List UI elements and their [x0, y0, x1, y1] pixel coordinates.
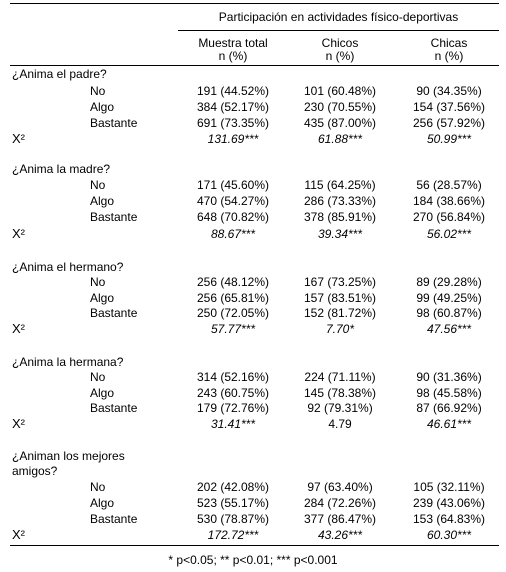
cell-chicos: 145 (78.38%)	[303, 386, 377, 400]
question-label: ¿Anima la madre?	[12, 162, 111, 176]
table-row	[10, 370, 499, 384]
table-row	[10, 480, 499, 494]
question-label-line2: amigos?	[12, 464, 58, 478]
cell-chicas: 90 (34.35%)	[416, 84, 482, 98]
cell-chicos: 377 (86.47%)	[303, 512, 377, 526]
col-total-unit: n (%)	[218, 49, 248, 63]
level-label: Bastante	[90, 210, 138, 224]
level-label: Algo	[90, 496, 115, 510]
level-label: No	[90, 370, 106, 384]
group-header-rule	[178, 30, 499, 31]
chi-chicos: 39.34***	[317, 227, 363, 241]
cell-chicos: 224 (71.11%)	[304, 370, 376, 384]
col-chicos-unit: n (%)	[325, 49, 355, 63]
cell-chicas: 90 (31.36%)	[416, 370, 482, 384]
table-row	[10, 496, 499, 510]
level-label: Algo	[90, 100, 115, 114]
cell-chicos: 378 (85.91%)	[303, 210, 377, 224]
cell-chicos: 157 (83.51%)	[303, 291, 377, 305]
level-label: Bastante	[90, 306, 138, 320]
cell-chicas: 270 (56.84%)	[412, 210, 486, 224]
cell-chicos: 284 (72.26%)	[303, 496, 377, 510]
chi-row	[10, 227, 499, 241]
cell-chicos: 115 (64.25%)	[304, 178, 376, 192]
question-label: ¿Anima la hermana?	[12, 355, 124, 369]
level-label: Bastante	[90, 401, 138, 415]
question-row	[10, 464, 499, 478]
cell-chicas: 87 (66.92%)	[416, 401, 482, 415]
question-label: ¿Anima el padre?	[12, 67, 107, 81]
cell-total: 171 (45.60%)	[196, 178, 270, 192]
question-label: ¿Anima el hermano?	[12, 260, 124, 274]
cell-chicas: 154 (37.56%)	[412, 100, 486, 114]
cell-chicos: 97 (63.40%)	[307, 480, 373, 494]
table-row	[10, 194, 499, 208]
chi-total: 88.67***	[210, 227, 256, 241]
cell-chicos: 152 (81.72%)	[303, 306, 377, 320]
chi-total: 172.72***	[207, 528, 259, 542]
cell-total: 314 (52.16%)	[196, 370, 270, 384]
table-row	[10, 386, 499, 400]
chi-row	[10, 132, 499, 146]
chi-total: 131.69***	[207, 132, 259, 146]
cell-chicas: 256 (57.92%)	[412, 116, 486, 130]
table-row	[10, 178, 499, 192]
footnote: * p<0.05; ** p<0.01; *** p<0.001	[168, 553, 338, 567]
chi-label: Χ²	[12, 527, 25, 542]
cell-chicas: 99 (49.25%)	[416, 291, 482, 305]
chi-chicas: 56.02***	[426, 227, 472, 241]
table-row	[10, 291, 499, 305]
chi-total: 31.41***	[210, 417, 256, 431]
table-row	[10, 116, 499, 130]
group-header: Participación en actividades físico-deportivas	[218, 10, 459, 24]
cell-total: 191 (44.52%)	[196, 84, 270, 98]
table-top-rule	[10, 3, 499, 4]
header-bottom-rule	[10, 65, 499, 66]
level-label: No	[90, 84, 106, 98]
col-chicas-unit: n (%)	[434, 49, 464, 63]
level-label: No	[90, 178, 106, 192]
cell-total: 256 (65.81%)	[196, 291, 270, 305]
level-label: No	[90, 480, 106, 494]
cell-chicos: 167 (73.25%)	[303, 275, 377, 289]
chi-chicas: 47.56***	[426, 322, 472, 336]
cell-chicos: 230 (70.55%)	[303, 100, 377, 114]
table-row	[10, 275, 499, 289]
question-label: ¿Animan los mejores	[12, 449, 125, 463]
cell-chicas: 239 (43.06%)	[412, 496, 486, 510]
cell-chicos: 92 (79.31%)	[307, 401, 373, 415]
cell-chicas: 98 (45.58%)	[416, 386, 482, 400]
chi-total: 57.77***	[210, 322, 256, 336]
table-bottom-rule	[10, 545, 499, 546]
chi-chicas: 50.99***	[426, 132, 472, 146]
table-row	[10, 84, 499, 98]
question-row	[10, 162, 499, 176]
col-chicas-header: Chicas	[430, 36, 468, 50]
cell-total: 523 (55.17%)	[196, 496, 270, 510]
level-label: Algo	[90, 194, 115, 208]
question-row	[10, 449, 499, 463]
level-label: No	[90, 275, 106, 289]
chi-chicas: 46.61***	[426, 417, 472, 431]
question-row	[10, 260, 499, 274]
cell-total: 202 (42.08%)	[196, 480, 270, 494]
chi-label: Χ²	[12, 416, 25, 431]
chi-label: Χ²	[12, 321, 25, 336]
table-row	[10, 306, 499, 320]
cell-chicos: 435 (87.00%)	[303, 116, 377, 130]
chi-label: Χ²	[12, 226, 25, 241]
chi-label: Χ²	[12, 131, 25, 146]
cell-chicas: 105 (32.11%)	[413, 480, 485, 494]
chi-row	[10, 322, 499, 336]
cell-chicas: 153 (64.83%)	[412, 512, 486, 526]
chi-chicos: 4.79	[328, 417, 352, 431]
chi-chicas: 60.30***	[426, 528, 472, 542]
chi-chicos: 43.26***	[317, 528, 363, 542]
chi-chicos: 7.70*	[325, 322, 355, 336]
col-chicos-header: Chicos	[321, 36, 359, 50]
level-label: Bastante	[90, 116, 138, 130]
chi-chicos: 61.88***	[317, 132, 363, 146]
table-row	[10, 100, 499, 114]
table-row	[10, 512, 499, 526]
level-label: Algo	[90, 291, 115, 305]
question-row	[10, 67, 499, 81]
col-total-header: Muestra total	[198, 36, 268, 50]
table-row	[10, 401, 499, 415]
cell-chicas: 89 (29.28%)	[416, 275, 482, 289]
cell-total: 256 (48.12%)	[196, 275, 270, 289]
cell-chicas: 98 (60.87%)	[416, 306, 482, 320]
cell-chicas: 56 (28.57%)	[416, 178, 482, 192]
question-row	[10, 355, 499, 369]
cell-total: 648 (70.82%)	[196, 210, 270, 224]
cell-total: 179 (72.76%)	[196, 401, 270, 415]
cell-total: 470 (54.27%)	[196, 194, 270, 208]
cell-chicas: 184 (38.66%)	[412, 194, 486, 208]
cell-total: 691 (73.35%)	[196, 116, 270, 130]
cell-chicos: 101 (60.48%)	[303, 84, 377, 98]
cell-chicos: 286 (73.33%)	[303, 194, 377, 208]
cell-total: 384 (52.17%)	[196, 100, 270, 114]
level-label: Bastante	[90, 512, 138, 526]
chi-row	[10, 417, 499, 431]
cell-total: 243 (60.75%)	[196, 386, 270, 400]
chi-row	[10, 528, 499, 542]
cell-total: 530 (78.87%)	[196, 512, 270, 526]
table-row	[10, 210, 499, 224]
level-label: Algo	[90, 386, 115, 400]
cell-total: 250 (72.05%)	[196, 306, 270, 320]
